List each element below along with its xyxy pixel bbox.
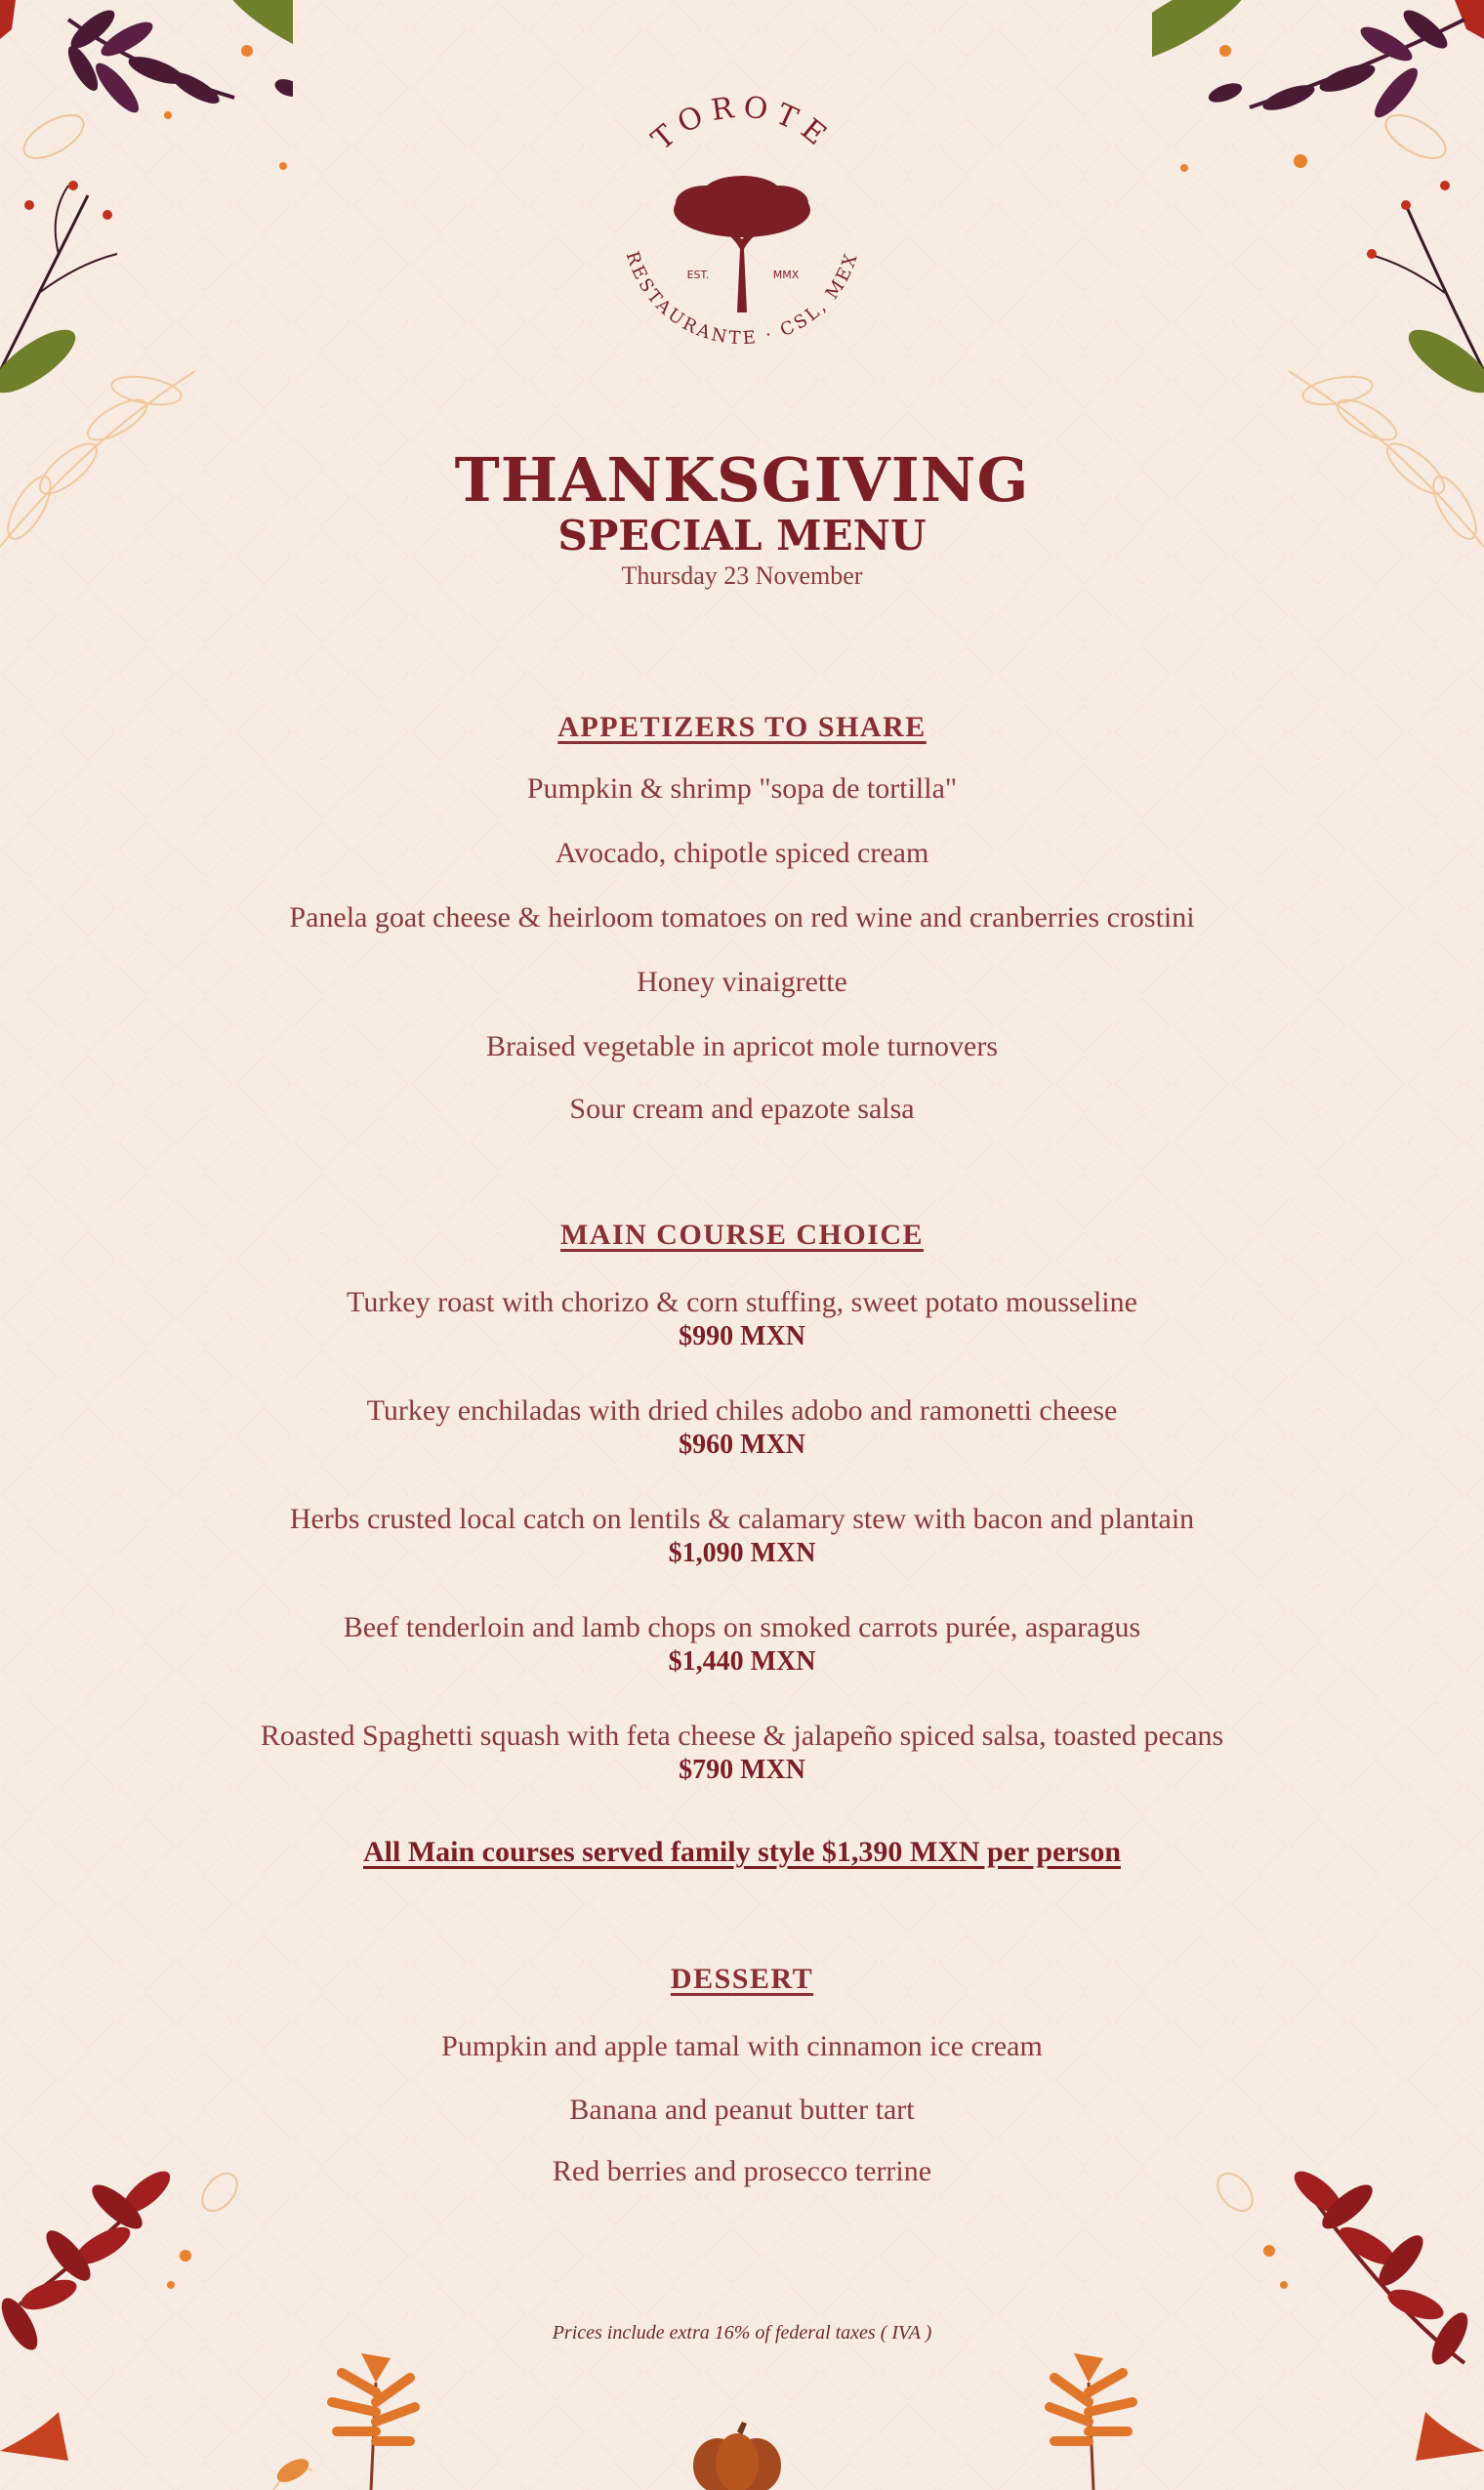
main-item-price: $960 MXN	[679, 1430, 805, 1460]
dessert-section	[0, 1963, 1484, 1996]
logo-arc-top: TOROTE	[645, 90, 839, 157]
main-item-price: $1,090 MXN	[668, 1538, 816, 1568]
dessert-heading: DESSERT	[670, 1963, 814, 1995]
dessert-item-text: Red berries and prosecco terrine	[552, 2155, 932, 2187]
appetizer-item-text: Panela goat cheese & heirloom tomatoes on red wine and cranberries crostini	[289, 901, 1195, 934]
dessert-item	[0, 2029, 1484, 2064]
tree-icon	[674, 176, 810, 312]
main-item	[0, 1719, 1484, 1787]
appetizer-item-text: Pumpkin & shrimp "sopa de tortilla"	[526, 772, 958, 805]
leaf-decoration-bottom-right	[937, 2138, 1484, 2490]
dessert-item-text: Pumpkin and apple tamal with cinnamon ice cream	[441, 2030, 1043, 2062]
family-style-note	[0, 1836, 1484, 1869]
main-item-price: $990 MXN	[679, 1321, 805, 1351]
appetizer-item-text: Sour cream and epazote salsa	[569, 1093, 915, 1125]
menu-title: THANKSGIVING	[454, 444, 1030, 516]
main-item-name: Turkey roast with chorizo & corn stuffing, sweet potato mousseline	[347, 1286, 1137, 1318]
appetizer-item	[0, 771, 1484, 807]
appetizer-item	[0, 1092, 1484, 1127]
appetizers-section	[0, 711, 1484, 744]
main-item-name: Roasted Spaghetti squash with feta cheese & jalapeño spiced salsa, toasted pecans	[260, 1720, 1224, 1752]
tax-footnote: Prices include extra 16% of federal taxes ( IVA )	[552, 2322, 932, 2344]
menu-title-block	[0, 444, 1484, 591]
restaurant-logo	[596, 78, 888, 371]
main-item	[0, 1285, 1484, 1353]
menu-date: Thursday 23 November	[621, 561, 863, 590]
appetizer-item-text: Honey vinaigrette	[637, 966, 847, 998]
pumpkin-icon	[683, 2422, 791, 2490]
mains-section	[0, 1219, 1484, 1252]
main-item	[0, 1502, 1484, 1570]
dessert-item-text: Banana and peanut butter tart	[569, 2094, 915, 2126]
menu-subtitle: SPECIAL MENU	[557, 512, 927, 560]
appetizer-item	[0, 836, 1484, 871]
main-item	[0, 1393, 1484, 1462]
appetizer-item	[0, 1029, 1484, 1064]
main-item-price: $790 MXN	[679, 1755, 805, 1785]
main-item-name: Turkey enchiladas with dried chiles adobo and ramonetti cheese	[366, 1394, 1118, 1427]
dessert-item	[0, 2093, 1484, 2128]
family-style-text: All Main courses served family style $1,390 MXN per person	[362, 1836, 1121, 1868]
logo-est-right: MMX	[772, 269, 800, 281]
appetizer-item	[0, 900, 1484, 935]
svg-text:TOROTE	[645, 90, 839, 157]
appetizers-heading: APPETIZERS TO SHARE	[557, 711, 927, 743]
appetizer-item-text: Braised vegetable in apricot mole turnovers	[486, 1030, 998, 1062]
appetizer-item-text: Avocado, chipotle spiced cream	[555, 837, 929, 869]
mains-heading: MAIN COURSE CHOICE	[559, 1219, 925, 1251]
leaf-decoration-bottom-left	[0, 2138, 508, 2490]
appetizer-item	[0, 965, 1484, 1000]
main-item	[0, 1610, 1484, 1679]
main-item-name: Beef tenderloin and lamb chops on smoked carrots purée, asparagus	[343, 1611, 1141, 1643]
main-item-price: $1,440 MXN	[668, 1646, 816, 1677]
logo-arc-bottom: RESTAURANTE · CSL, MEX	[621, 248, 863, 350]
logo-est-left: EST.	[686, 269, 710, 281]
main-item-name: Herbs crusted local catch on lentils & calamary stew with bacon and plantain	[289, 1503, 1195, 1535]
